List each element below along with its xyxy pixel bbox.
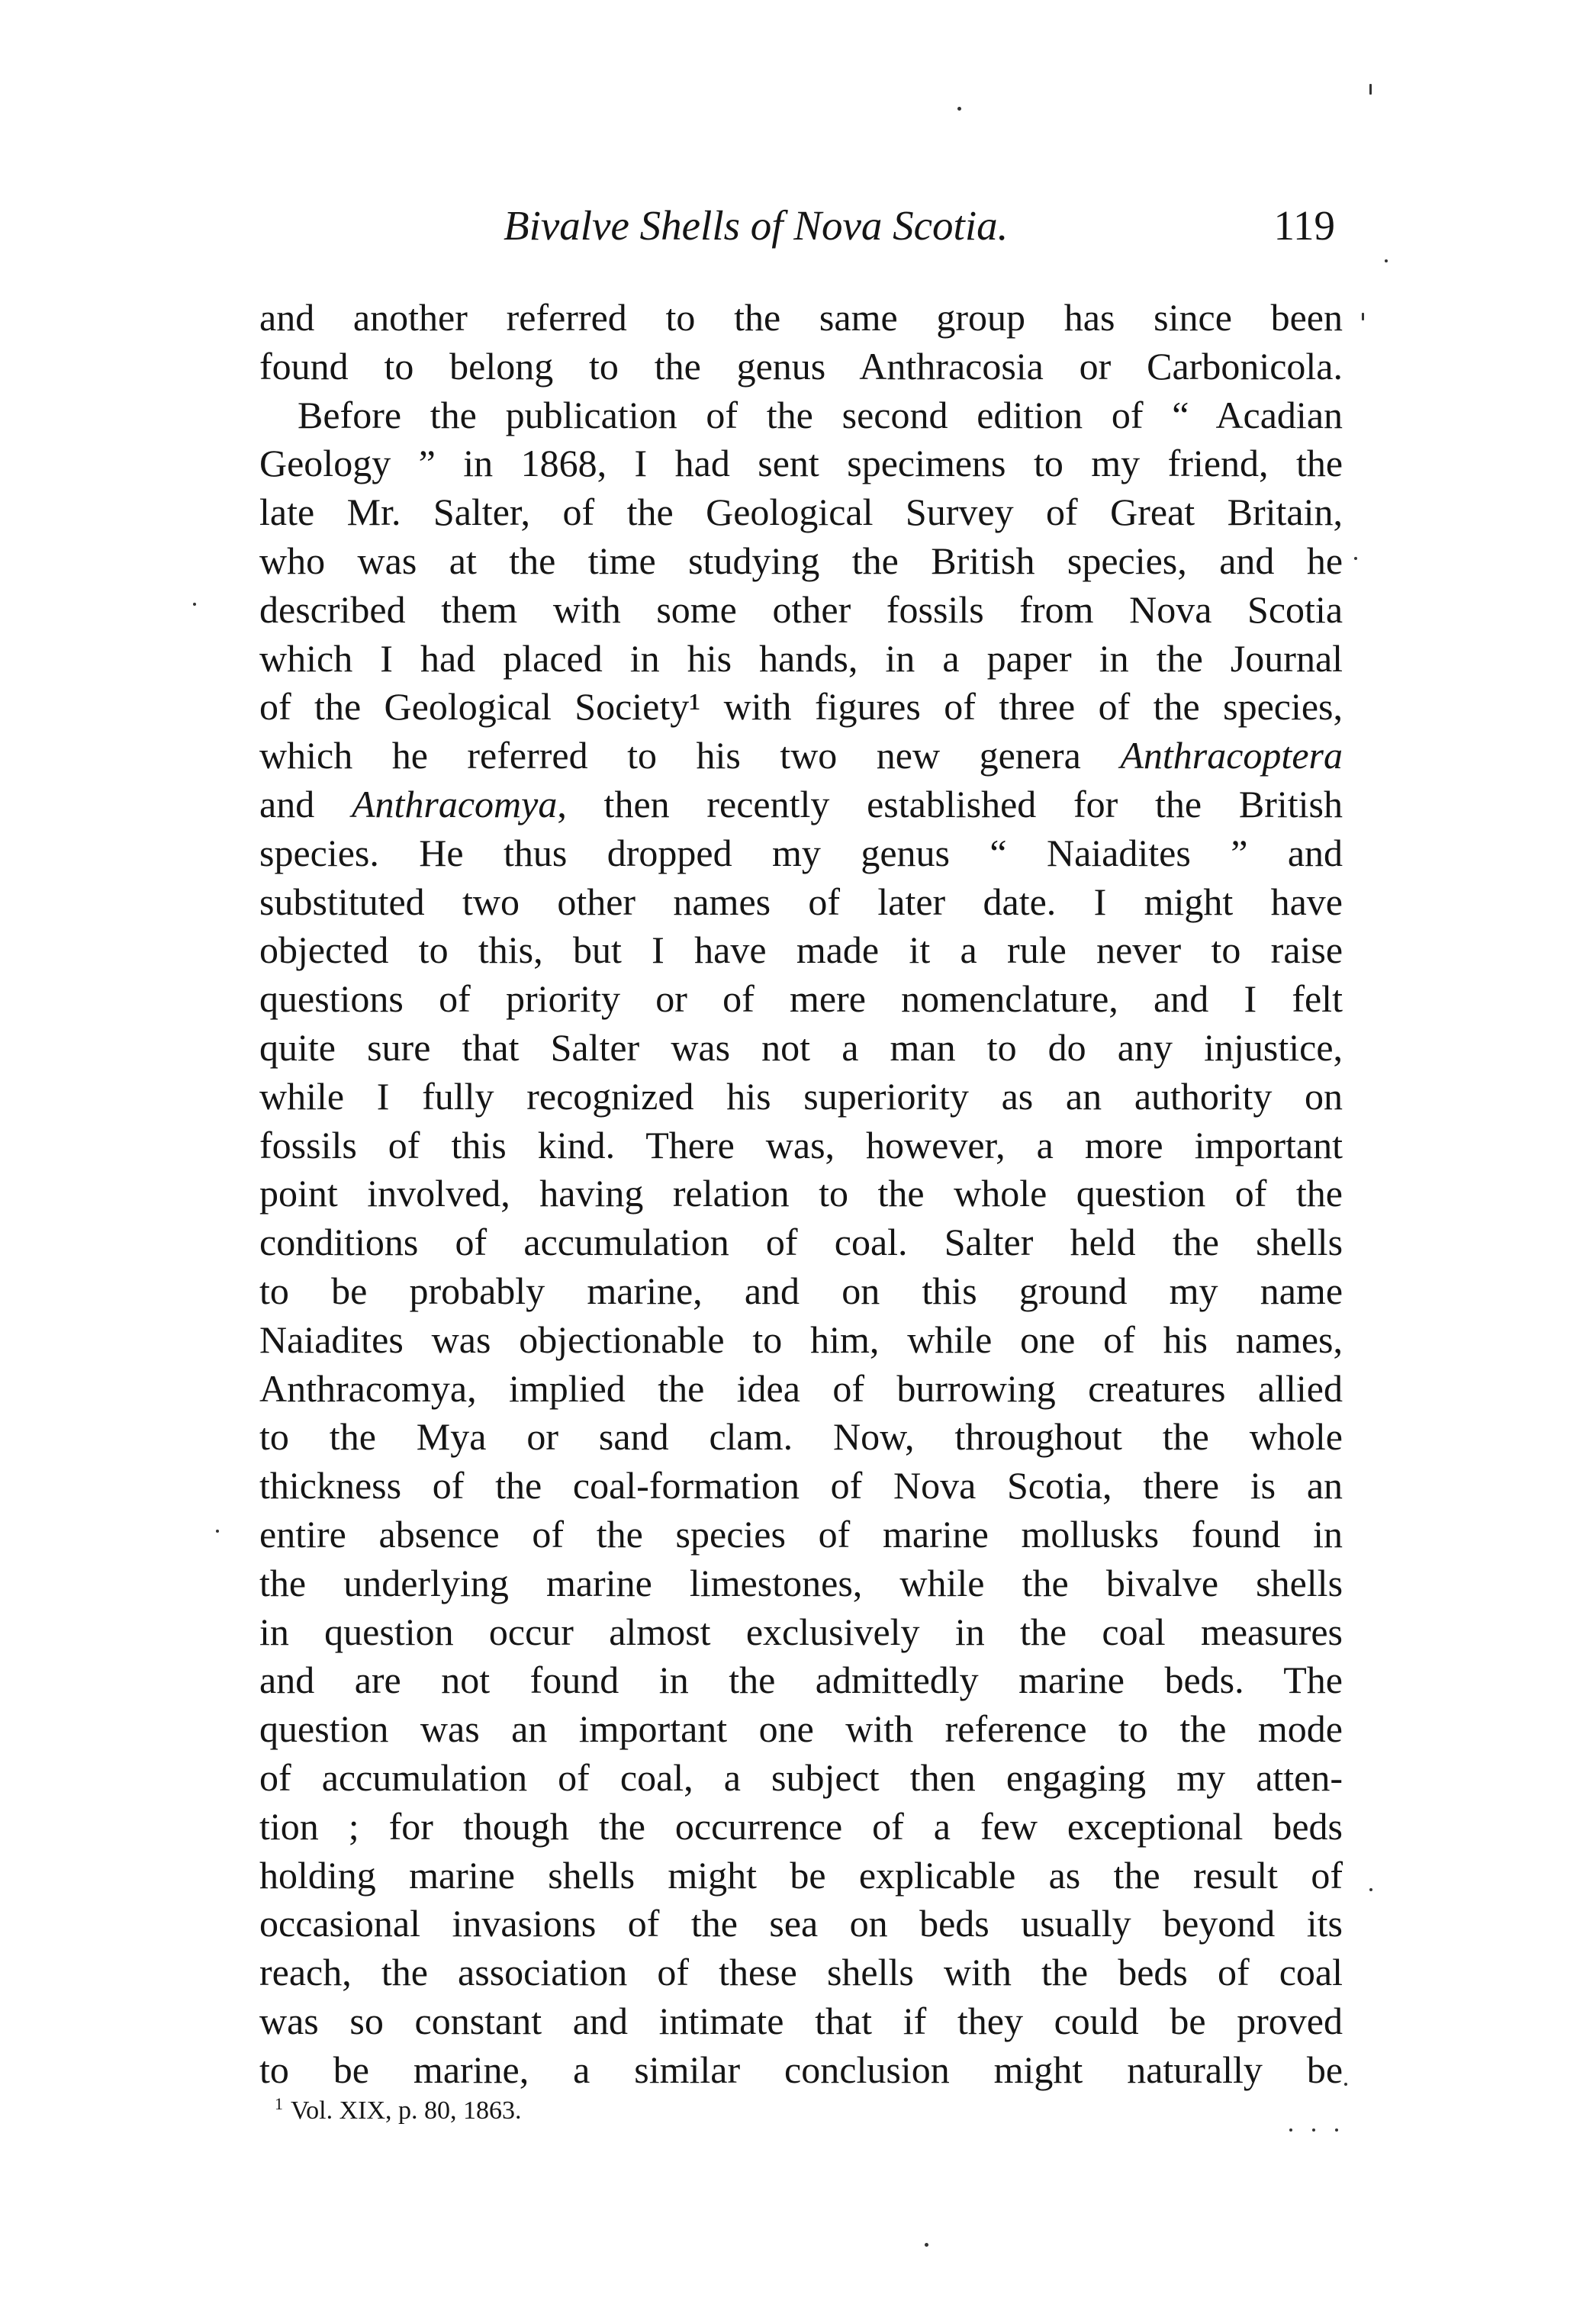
footnote: [275, 2094, 522, 2125]
text-line: found to belong to the genus Anthracosia or Carbonicola.: [259, 344, 1343, 388]
text-line: Geology ” in 1868, I had sent specimens to my friend, the: [259, 442, 1343, 485]
text-line: holding marine shells might be explicable as the result of: [259, 1853, 1343, 1897]
text-line: occasional invasions of the sea on beds usually beyond its: [259, 1902, 1343, 1945]
text-line: entire absence of the species of marine mollusks found in: [259, 1512, 1343, 1556]
text-line: thickness of the coal-formation of Nova Scotia, there is an: [259, 1464, 1343, 1507]
scan-speck: [1344, 2083, 1347, 2086]
text-line: to be marine, a similar conclusion might naturally be: [259, 2048, 1343, 2091]
text-line: point involved, having relation to the whole question of the: [259, 1172, 1343, 1215]
text-line: quite sure that Salter was not a man to do any injustice,: [259, 1025, 1343, 1069]
text-line: reach, the association of these shells with the beds of coal: [259, 1951, 1343, 1994]
body-text: [259, 294, 1343, 2094]
text-line: of the Geological Society¹ with figures of three of the species,: [259, 685, 1343, 729]
scan-speck: [925, 2243, 928, 2247]
page-header: [259, 201, 1343, 262]
scan-speck: [1312, 2128, 1315, 2132]
scan-speck: [957, 107, 961, 111]
text-line: conditions of accumulation of coal. Salter held the shells: [259, 1221, 1343, 1264]
text-line: in question occur almost exclusively in the coal measures: [259, 1610, 1343, 1653]
text-line: substituted two other names of later date. I might have: [259, 880, 1343, 923]
scan-speck: [1385, 259, 1388, 262]
text-segment: which he referred to his two new genera: [259, 734, 1121, 777]
text-line: tion ; for though the occurrence of a few exceptional beds: [259, 1804, 1343, 1848]
scan-speck: [1369, 84, 1372, 95]
scan-speck: [1362, 313, 1364, 320]
text-line: of accumulation of coal, a subject then engaging my atten-: [259, 1755, 1343, 1799]
text-line: fossils of this kind. There was, however, a more important: [259, 1123, 1343, 1166]
scan-speck: [1289, 2128, 1292, 2132]
text-line: and are not found in the admittedly marine beds. The: [259, 1659, 1343, 1702]
text-line: which I had placed in his hands, in a paper in the Journal: [259, 636, 1343, 680]
text-line: species. He thus dropped my genus “ Naiadites ” and: [259, 831, 1343, 874]
genus-name-anthracoptera: Anthracoptera: [1120, 734, 1343, 777]
text-line: the underlying marine limestones, while the bivalve shells: [259, 1561, 1343, 1604]
text-line: late Mr. Salter, of the Geological Survey of Great Britain,: [259, 491, 1343, 534]
text-line: question was an important one with reference to the mode: [259, 1707, 1343, 1751]
text-line: who was at the time studying the British species, and he: [259, 539, 1343, 582]
footnote-text: Vol. XIX, p. 80, 1863.: [291, 2096, 522, 2125]
text-segment: and: [259, 782, 352, 825]
text-line: to the Mya or sand clam. Now, throughout the whole: [259, 1415, 1343, 1459]
text-line: Anthracomya, implied the idea of burrowing creatures allied: [259, 1366, 1343, 1410]
page-number: 119: [1273, 202, 1335, 249]
text-line: was so constant and intimate that if they could be proved: [259, 1999, 1343, 2042]
running-title: Bivalve Shells of Nova Scotia.: [504, 202, 1009, 249]
text-segment: , then recently established for the British: [557, 782, 1343, 825]
text-line: described them with some other fossils from Nova Scotia: [259, 587, 1343, 631]
genus-name-anthracomya: Anthracomya: [351, 782, 558, 825]
footnote-marker: 1: [275, 2094, 283, 2113]
text-line: while I fully recognized his superiority as an authority on: [259, 1074, 1343, 1118]
paragraph-start-line: Before the publication of the second edition of “ Acadian: [298, 393, 1343, 436]
scan-speck: [1335, 2128, 1338, 2132]
text-line: to be probably marine, and on this ground my name: [259, 1269, 1343, 1312]
scan-speck: [193, 603, 196, 606]
text-line: [259, 732, 1343, 780]
text-line: questions of priority or of mere nomenclature, and I felt: [259, 977, 1343, 1021]
text-line: and another referred to the same group has since been: [259, 296, 1343, 339]
scan-speck: [1369, 1888, 1372, 1891]
scan-speck: [216, 1530, 219, 1533]
text-line: [259, 780, 1343, 829]
text-line: Naiadites was objectionable to him, while one of his names,: [259, 1318, 1343, 1361]
text-line: objected to this, but I have made it a rule never to raise: [259, 928, 1343, 972]
scan-speck: [1354, 557, 1357, 560]
